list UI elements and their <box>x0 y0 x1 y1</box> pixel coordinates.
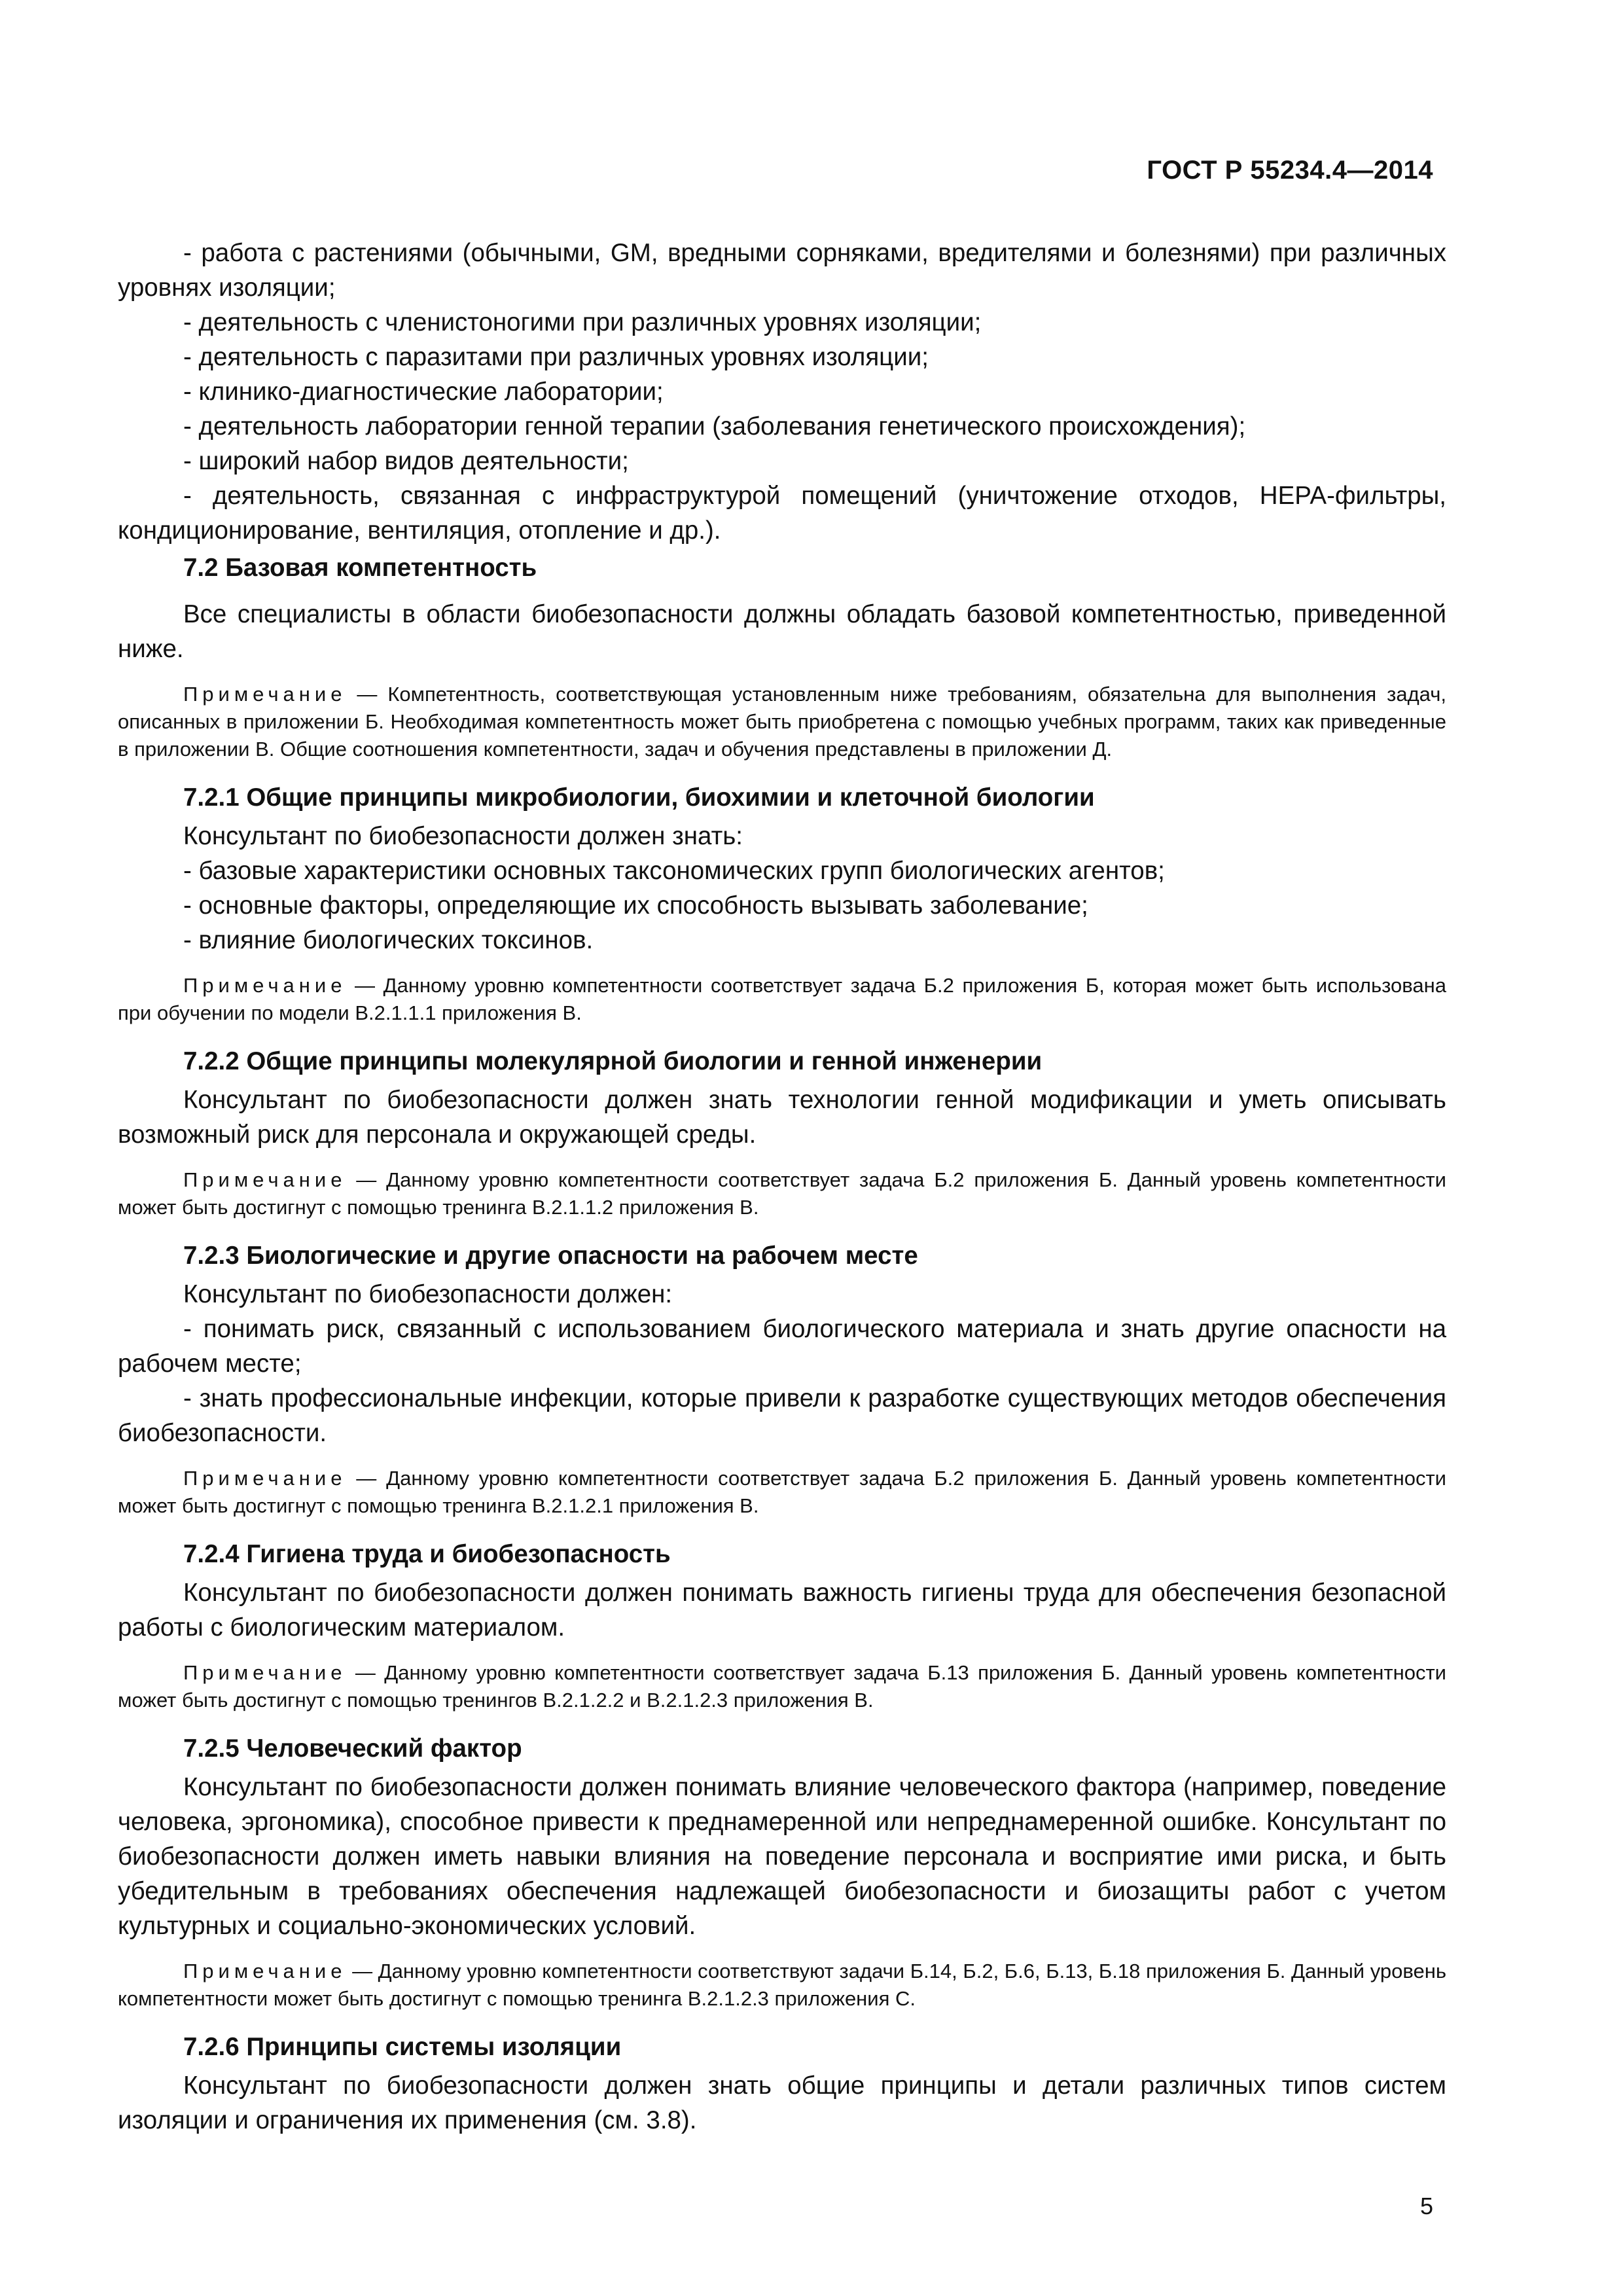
section-text-7-2-6: Консультант по биобезопасности должен знать общие принципы и детали различных типов систем изоляции и ограничения их применения (см. 3.8). <box>118 2072 1446 2134</box>
note-7-2-4 <box>118 1659 1446 1714</box>
note-label: Примечание <box>183 1661 347 1684</box>
list-item: - знать профессиональные инфекции, которые привели к разработке существующих методов обеспечения биобезопасности. <box>118 1384 1446 1447</box>
list-item: - широкий набор видов деятельности; <box>183 447 629 475</box>
section-text-7-2-5: Консультант по биобезопасности должен понимать влияние человеческого фактора (например, поведение человека, эргономика), способное привести к преднамеренной или непреднамеренной ошибке. Консультант по биобезопасности должен иметь навыки влияния на поведение персонала и восприятие ими риска, и быть убедительным в требованиях обеспечения надлежащей биобезопасности и биозащиты работ с учетом культурных и социально-экономических условий. <box>118 1773 1446 1940</box>
note-label: Примечание <box>183 974 347 997</box>
note-text: — Данному уровню компетентности соответствует задача Б.2 приложения Б. Данный уровень компетентности может быть достигнут с помощью тренинга В.2.1.1.2 приложения В. <box>118 1168 1446 1219</box>
section-heading-7-2-6: 7.2.6 Принципы системы изоляции <box>183 2033 622 2061</box>
note-7-2 <box>118 681 1446 763</box>
note-text: — Данному уровню компетентности соответствуют задачи Б.14, Б.2, Б.6, Б.13, Б.18 приложения Б. Данный уровень компетентности может быть достигнут с помощью тренинга В.2.1.2.3 приложения С. <box>118 1960 1446 2010</box>
section-intro-7-2-3: Консультант по биобезопасности должен: <box>183 1280 673 1308</box>
note-label: Примечание <box>183 1168 347 1191</box>
section-heading-7-2-1: 7.2.1 Общие принципы микробиологии, биохимии и клеточной биологии <box>183 783 1095 812</box>
list-item: - основные факторы, определяющие их способность вызывать заболевание; <box>183 891 1088 920</box>
note-7-2-5 <box>118 1958 1446 2013</box>
list-item: - деятельность с паразитами при различных уровнях изоляции; <box>183 343 929 371</box>
document-body <box>118 236 1446 2138</box>
section-heading-7-2-5: 7.2.5 Человеческий фактор <box>183 1734 522 1763</box>
note-7-2-1 <box>118 972 1446 1027</box>
section-heading-7-2: 7.2 Базовая компетентность <box>183 554 537 582</box>
section-heading-7-2-3: 7.2.3 Биологические и другие опасности на рабочем месте <box>183 1242 918 1270</box>
list-item: - базовые характеристики основных таксономических групп биологических агентов; <box>183 857 1165 885</box>
page-header: ГОСТ Р 55234.4—2014 <box>1147 156 1433 185</box>
note-text: — Компетентность, соответствующая установленным ниже требованиям, обязательна для выполнения задач, описанных в приложении Б. Необходимая компетентность может быть приобретена с помощью учебных программ, таких как приведенные в приложении В. Общие соотношения компетентности, задач и обучения представлены в приложении Д. <box>118 683 1446 761</box>
list-item: - влияние биологических токсинов. <box>183 926 594 954</box>
section-intro-7-2-1: Консультант по биобезопасности должен знать: <box>183 822 743 850</box>
note-label: Примечание <box>183 1960 347 1982</box>
list-item: - деятельность лаборатории генной терапии (заболевания генетического происхождения); <box>183 412 1246 440</box>
list-item: - понимать риск, связанный с использованием биологического материала и знать другие опасности на рабочем месте; <box>118 1315 1446 1378</box>
note-7-2-2 <box>118 1166 1446 1221</box>
list-item: - деятельность, связанная с инфраструктурой помещений (уничтожение отходов, НЕРА-фильтры, кондиционирование, вентиляция, отопление и др.). <box>118 482 1446 545</box>
note-label: Примечание <box>183 683 347 706</box>
note-label: Примечание <box>183 1467 347 1490</box>
section-text-7-2: Все специалисты в области биобезопасности должны обладать базовой компетентностью, приведенной ниже. <box>118 600 1446 663</box>
list-item: - работа с растениями (обычными, GM, вредными сорняками, вредителями и болезнями) при различных уровнях изоляции; <box>118 239 1446 302</box>
section-heading-7-2-4: 7.2.4 Гигиена труда и биобезопасность <box>183 1540 671 1568</box>
note-text: — Данному уровню компетентности соответствует задача Б.2 приложения Б, которая может быть использована при обучении по модели В.2.1.1.1 приложения В. <box>118 974 1446 1024</box>
section-text-7-2-4: Консультант по биобезопасности должен понимать важность гигиены труда для обеспечения безопасной работы с биологическим материалом. <box>118 1579 1446 1641</box>
note-text: — Данному уровню компетентности соответствует задача Б.13 приложения Б. Данный уровень компетентности может быть достигнут с помощью тренингов В.2.1.2.2 и В.2.1.2.3 приложения В. <box>118 1661 1446 1712</box>
note-text: — Данному уровню компетентности соответствует задача Б.2 приложения Б. Данный уровень компетентности может быть достигнут с помощью тренинга В.2.1.2.1 приложения В. <box>118 1467 1446 1517</box>
section-heading-7-2-2: 7.2.2 Общие принципы молекулярной биологии и генной инженерии <box>183 1047 1043 1075</box>
section-text-7-2-2: Консультант по биобезопасности должен знать технологии генной модификации и уметь описывать возможный риск для персонала и окружающей среды. <box>118 1086 1446 1149</box>
list-item: - деятельность с членистоногими при различных уровнях изоляции; <box>183 308 982 336</box>
list-item: - клинико-диагностические лаборатории; <box>183 378 664 406</box>
note-7-2-3 <box>118 1465 1446 1520</box>
page-number: 5 <box>1419 2193 1433 2219</box>
